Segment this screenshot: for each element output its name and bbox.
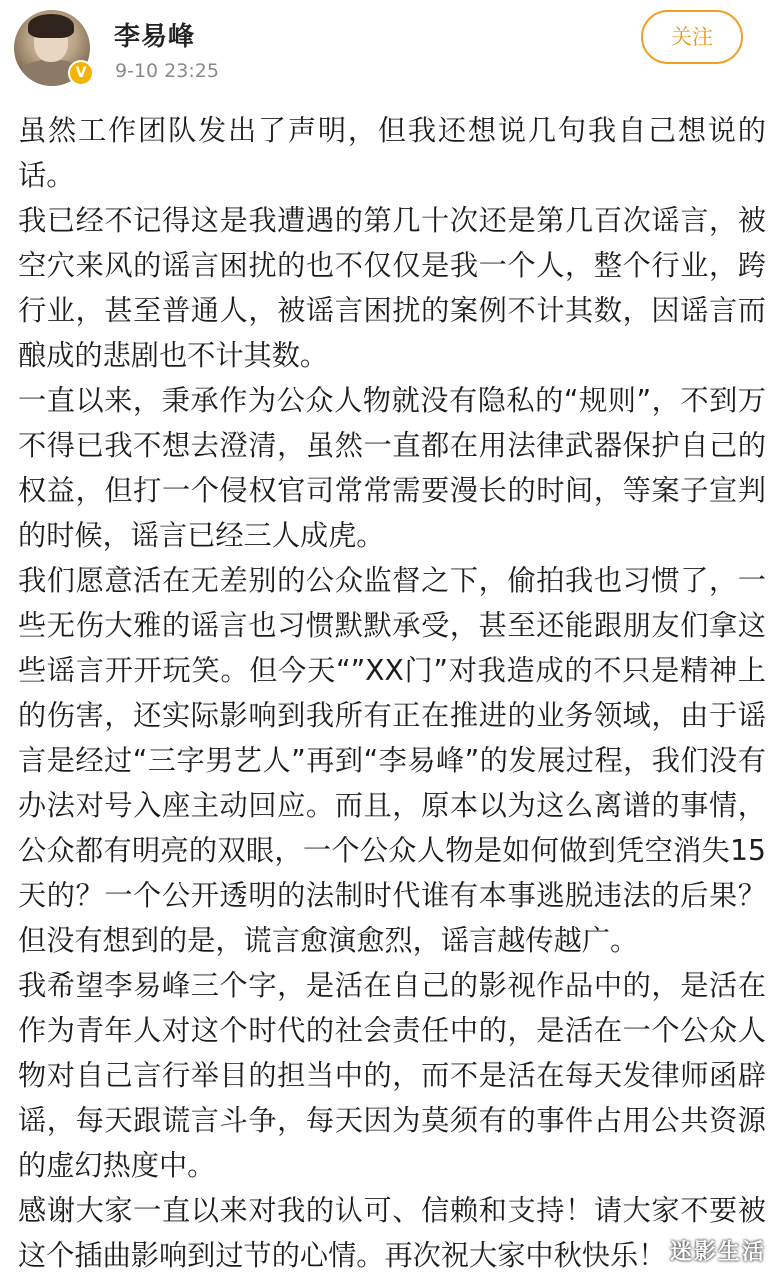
watermark: 迷影生活 — [669, 1240, 766, 1265]
post-paragraph: 我希望李易峰三个字，是活在自己的影视作品中的，是活在作为青年人对这个时代的社会责任中的，是活在一个公众人物对自己言行举目的担当中的，而不是活在每天发律师函辟谣，每天跟谎言斗争，每天因为莫须有的事件占用公共资源的虚幻热度中。 — [18, 969, 766, 1182]
post-paragraph: 一直以来，秉承作为公众人物就没有隐私的“规则”，不到万不得已我不想去澄清，虽然一直都在用法律武器保护自己的权益，但打一个侵权官司常常需要漫长的时间，等案子宣判的时候，谣言已经三人成虎。 — [18, 384, 766, 552]
post-body — [18, 108, 766, 1278]
verified-icon: V — [68, 60, 94, 86]
post-paragraph: 感谢大家一直以来对我的认可、信赖和支持！请大家不要被这个插曲影响到过节的心情。再次祝大家中秋快乐！ — [18, 1194, 766, 1272]
post-paragraph: 虽然工作团队发出了声明，但我还想说几句我自己想说的话。 — [18, 114, 766, 192]
follow-button[interactable]: 关注 — [641, 10, 743, 64]
post-paragraph: 我已经不记得这是我遭遇的第几十次还是第几百次谣言，被空穴来风的谣言困扰的也不仅仅是我一个人，整个行业，跨行业，甚至普通人，被谣言困扰的案例不计其数，因谣言而酿成的悲剧也不计其数。 — [18, 204, 766, 372]
post-header — [0, 0, 778, 100]
username[interactable]: 李易峰 — [114, 22, 196, 52]
avatar-hair — [28, 14, 74, 38]
post-paragraph: 我们愿意活在无差别的公众监督之下，偷拍我也习惯了，一些无伤大雅的谣言也习惯默默承受，甚至还能跟朋友们拿这些谣言开开玩笑。但今天“”XX门”对我造成的不只是精神上的伤害，还实际影响到我所有正在推进的业务领域，由于谣言是经过“三字男艺人”再到“李易峰”的发展过程，我们没有办法对号入座主动回应。而且，原本以为这么离谱的事情，公众都有明亮的双眼，一个公众人物是如何做到凭空消失15天的？一个公开透明的法制时代谁有本事逃脱违法的后果？但没有想到的是，谎言愈演愈烈，谣言越传越广。 — [18, 564, 766, 957]
post-timestamp: 9-10 23:25 — [115, 60, 219, 82]
